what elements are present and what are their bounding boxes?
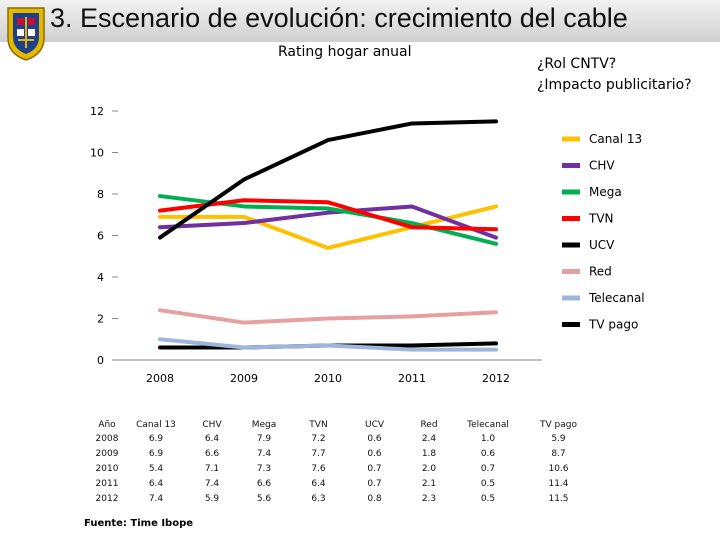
table-cell: 0.6 xyxy=(367,433,382,444)
legend-label: Mega xyxy=(589,185,622,199)
legend-label: Telecanal xyxy=(589,291,645,305)
table-cell: 0.5 xyxy=(480,493,496,504)
table-cell: 7.2 xyxy=(311,433,326,444)
x-tick-label: 2011 xyxy=(398,372,426,385)
table-cell: 6.9 xyxy=(148,448,164,459)
table-cell: 0.7 xyxy=(480,463,496,474)
table-cell: 2012 xyxy=(95,493,119,504)
table-row xyxy=(88,446,597,461)
table-cell: 6.4 xyxy=(204,433,220,444)
series-line-red xyxy=(160,310,496,322)
table-header-cell: Mega xyxy=(251,419,277,430)
table-cell: 6.4 xyxy=(148,478,164,489)
table-header-row xyxy=(88,418,597,431)
table-cell: 2.3 xyxy=(421,493,437,504)
table-cell: 6.3 xyxy=(311,493,326,504)
table-cell: 0.7 xyxy=(367,463,382,474)
table-cell: 0.6 xyxy=(367,448,382,459)
table-cell: 0.5 xyxy=(480,478,496,489)
table-header-cell: UCV xyxy=(364,419,385,430)
legend-label: CHV xyxy=(589,158,615,173)
legend-label: TVN xyxy=(589,211,614,226)
table-cell: 1.8 xyxy=(421,448,437,459)
table-header-cell: CHV xyxy=(202,419,222,430)
table-cell: 7.4 xyxy=(204,478,220,489)
table-cell: 2011 xyxy=(95,478,119,489)
x-tick-label: 2012 xyxy=(482,372,510,385)
table-row xyxy=(88,461,597,476)
legend-label: Red xyxy=(589,264,612,279)
table-cell: 2008 xyxy=(95,433,119,444)
table-row xyxy=(88,431,597,446)
y-tick-label: 2 xyxy=(97,312,104,326)
table-header-cell: Año xyxy=(98,419,116,430)
table-cell: 2.4 xyxy=(421,433,437,444)
table-cell: 7.6 xyxy=(311,463,326,474)
legend-label: UCV xyxy=(589,238,615,252)
table-cell: 0.8 xyxy=(367,493,382,504)
chart-title: Rating hogar anual xyxy=(278,44,412,60)
legend-label: TV pago xyxy=(589,317,639,332)
table-header-cell: TVN xyxy=(309,419,328,430)
table-cell: 2009 xyxy=(95,448,119,459)
table-cell: 7.4 xyxy=(256,448,272,459)
question-cntv: ¿Rol CNTV? xyxy=(537,56,617,72)
x-tick-label: 2010 xyxy=(314,372,342,385)
data-table xyxy=(88,418,597,506)
table-row xyxy=(88,491,597,506)
y-tick-label: 10 xyxy=(90,146,104,160)
table-cell: 6.9 xyxy=(148,433,164,444)
table-cell: 7.3 xyxy=(256,463,272,474)
table-cell: 6.4 xyxy=(311,478,326,489)
table-cell: 10.6 xyxy=(548,463,569,474)
legend-label: Canal 13 xyxy=(589,132,643,146)
table-cell: 2.1 xyxy=(421,478,437,489)
y-tick-label: 8 xyxy=(97,188,104,201)
y-tick-label: 4 xyxy=(97,271,104,284)
table-cell: 11.4 xyxy=(548,478,569,489)
table-header-cell: TV pago xyxy=(540,419,577,430)
y-tick-label: 6 xyxy=(97,229,104,243)
source-note: Fuente: Time Ibope xyxy=(84,518,194,529)
table-cell: 2.0 xyxy=(421,463,437,474)
x-tick-label: 2008 xyxy=(146,372,174,385)
table-cell: 7.4 xyxy=(148,493,164,504)
table-cell: 5.6 xyxy=(256,493,272,504)
table-cell: 6.6 xyxy=(204,448,220,459)
table-cell: 7.7 xyxy=(311,448,326,459)
slide-title: 3. Escenario de evolución: crecimiento del cable xyxy=(50,3,628,33)
y-tick-label: 0 xyxy=(97,354,104,367)
table-cell: 0.6 xyxy=(480,448,496,459)
x-tick-label: 2009 xyxy=(230,372,258,385)
table-cell: 8.7 xyxy=(551,448,566,459)
table-header-cell: Telecanal xyxy=(467,419,509,430)
table-header-cell: Red xyxy=(420,419,438,430)
table-cell: 0.7 xyxy=(367,478,382,489)
question-advertising: ¿Impacto publicitario? xyxy=(537,77,692,93)
table-cell: 2010 xyxy=(95,463,119,474)
table-header-cell: Canal 13 xyxy=(136,419,176,430)
table-cell: 11.5 xyxy=(548,493,569,504)
table-row xyxy=(88,476,597,491)
table-body xyxy=(88,431,597,506)
table-cell: 7.9 xyxy=(256,433,272,444)
table-cell: 6.6 xyxy=(256,478,272,489)
table-cell: 5.9 xyxy=(551,433,566,444)
table-cell: 1.0 xyxy=(480,433,496,444)
table-cell: 5.4 xyxy=(148,463,164,474)
table-cell: 5.9 xyxy=(204,493,220,504)
y-tick-label: 12 xyxy=(90,105,104,118)
table-cell: 7.1 xyxy=(204,463,220,474)
